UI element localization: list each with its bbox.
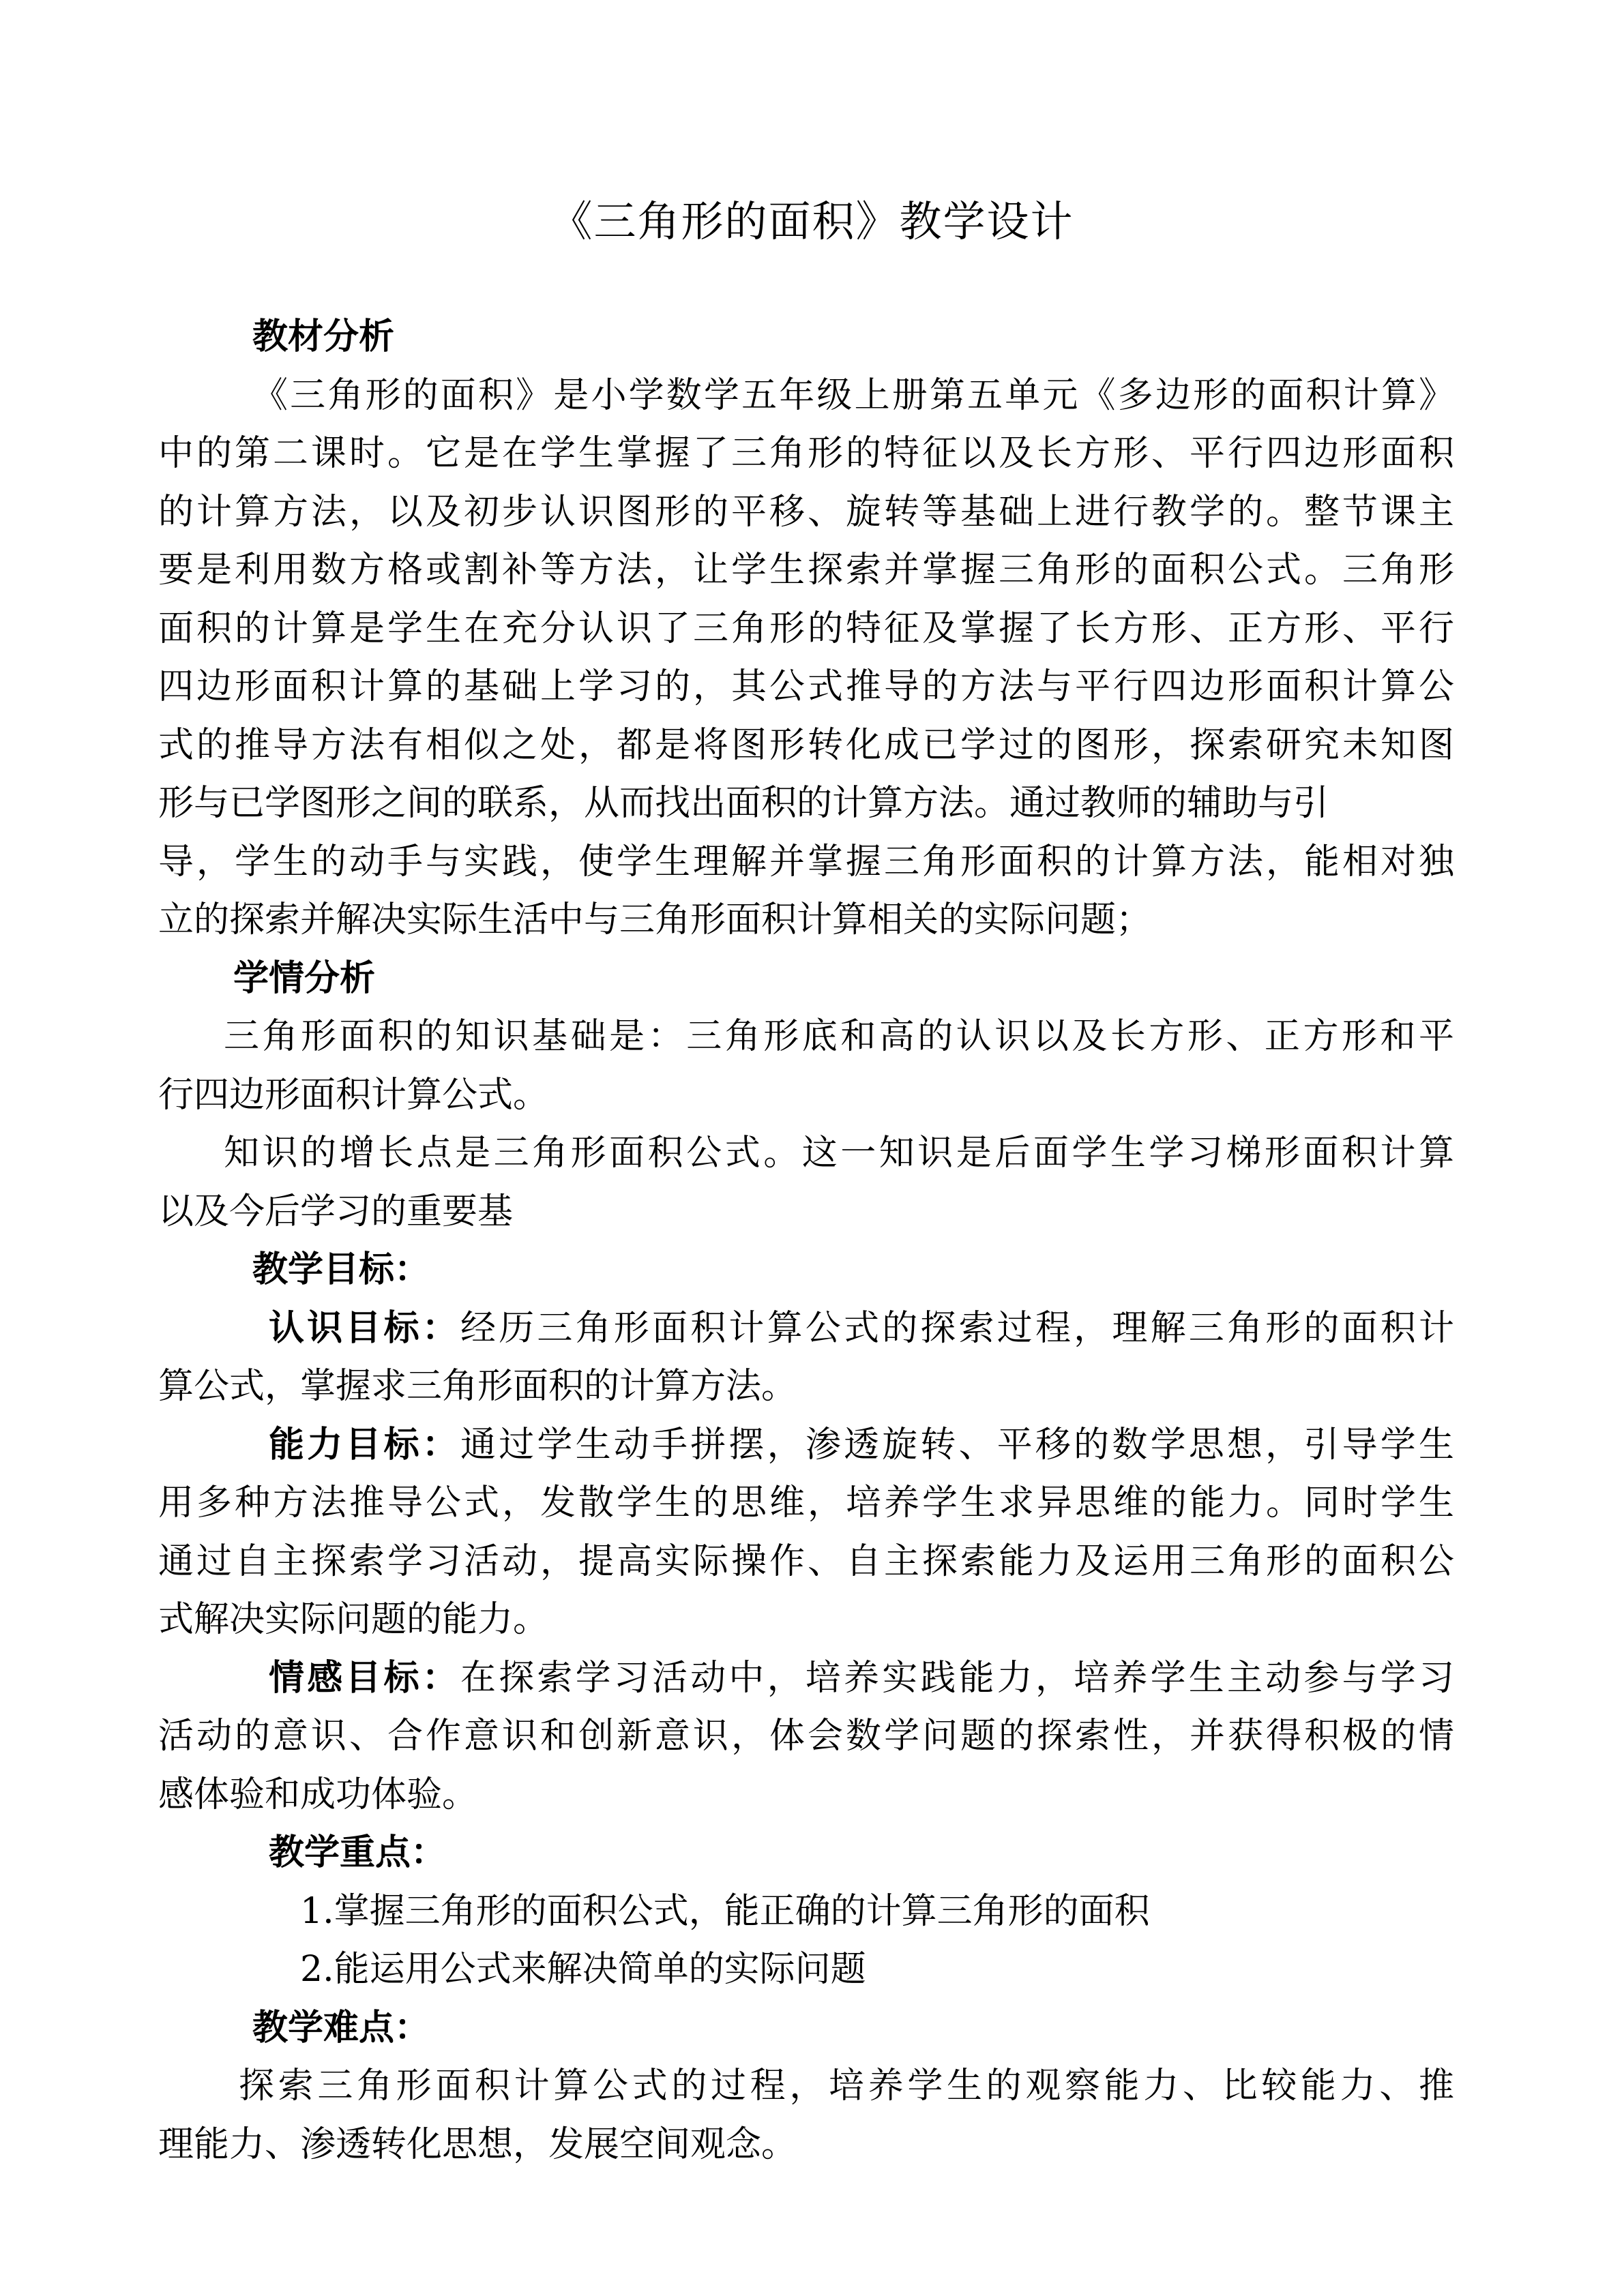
textbook-analysis-line: 中的第二课时。它是在学生掌握了三角形的特征以及长方形、平行四边形面积: [158, 433, 1454, 474]
document-body: [158, 308, 1454, 2174]
textbook-analysis-line: 立的探索并解决实际生活中与三角形面积计算相关的实际问题；: [158, 899, 1152, 940]
textbook-analysis-line: 面积的计算是学生在充分认识了三角形的特征及掌握了长方形、正方形、平行: [158, 608, 1454, 649]
emotion-objective-label: 情感目标：: [269, 1657, 460, 1699]
textbook-analysis-heading: 教材分析: [252, 316, 395, 357]
ability-objective-line: 式解决实际问题的能力。: [158, 1599, 549, 1640]
textbook-analysis-line: 形与已学图形之间的联系，从而找出面积的计算方法。通过教师的辅助与引: [158, 783, 1329, 824]
textbook-analysis-line: 要是利用数方格或割补等方法，让学生探索并掌握三角形的面积公式。三角形: [158, 550, 1454, 591]
difficulties-heading: 教学难点：: [252, 2007, 430, 2048]
student-analysis-heading: 学情分析: [233, 957, 376, 999]
ability-objective-line: 通过自主探索学习活动，提高实际操作、自主探索能力及运用三角形的面积公: [158, 1540, 1454, 1582]
difficulties-line: 探索三角形面积计算公式的过程，培养学生的观察能力、比较能力、推: [239, 2066, 1454, 2106]
textbook-analysis-line: 四边形面积计算的基础上学习的，其公式推导的方法与平行四边形面积计算公: [158, 666, 1454, 707]
key-point-item: 1.掌握三角形的面积公式，能正确的计算三角形的面积: [300, 1890, 1150, 1932]
student-analysis-line: 以及今后学习的重要基: [158, 1191, 514, 1232]
difficulties-line: 理能力、渗透转化思想，发展空间观念。: [158, 2123, 797, 2165]
ability-objective-line: [158, 1416, 1454, 1475]
emotion-objective-line: [158, 1650, 1454, 1708]
emotion-objective-line: 活动的意识、合作意识和创新意识，体会数学问题的探索性，并获得积极的情: [158, 1716, 1454, 1757]
emotion-objective-line: 感体验和成功体验。: [158, 1774, 478, 1815]
ability-objective-label: 能力目标：: [269, 1424, 460, 1465]
student-analysis-line: 知识的增长点是三角形面积公式。这一知识是后面学生学习梯形面积计算: [224, 1133, 1454, 1174]
textbook-analysis-line: 式的推导方法有相似之处，都是将图形转化成已学过的图形，探索研究未知图: [158, 724, 1454, 766]
student-analysis-line: 行四边形面积计算公式。: [158, 1074, 549, 1116]
objectives-heading: 教学目标：: [252, 1249, 430, 1290]
key-points-heading: 教学重点：: [269, 1832, 447, 1873]
emotion-objective-text: 在探索学习活动中，培养实践能力，培养学生主动参与学习: [460, 1657, 1454, 1699]
key-point-item: 2.能运用公式来解决简单的实际问题: [300, 1949, 866, 1990]
ability-objective-line: 用多种方法推导公式，发散学生的思维，培养学生求异思维的能力。同时学生: [158, 1482, 1454, 1523]
student-analysis-line: 三角形面积的知识基础是：三角形底和高的认识以及长方形、正方形和平: [224, 1016, 1454, 1057]
cognitive-objective-label: 认识目标：: [269, 1307, 460, 1349]
textbook-analysis-line: 的计算方法，以及初步认识图形的平移、旋转等基础上进行教学的。整节课主: [158, 491, 1454, 533]
cognitive-objective-line: 算公式，掌握求三角形面积的计算方法。: [158, 1366, 797, 1407]
ability-objective-text: 通过学生动手拼摆，渗透旋转、平移的数学思想，引导学生: [460, 1424, 1454, 1465]
cognitive-objective-line: [158, 1300, 1454, 1358]
document-title: 《三角形的面积》教学设计: [550, 196, 1074, 246]
textbook-analysis-line: 《三角形的面积》是小学数学五年级上册第五单元《多边形的面积计算》: [252, 374, 1454, 416]
textbook-analysis-line: 导，学生的动手与实践，使学生理解并掌握三角形面积的计算方法，能相对独: [158, 841, 1454, 882]
cognitive-objective-text: 经历三角形面积计算公式的探索过程，理解三角形的面积计: [460, 1307, 1454, 1349]
